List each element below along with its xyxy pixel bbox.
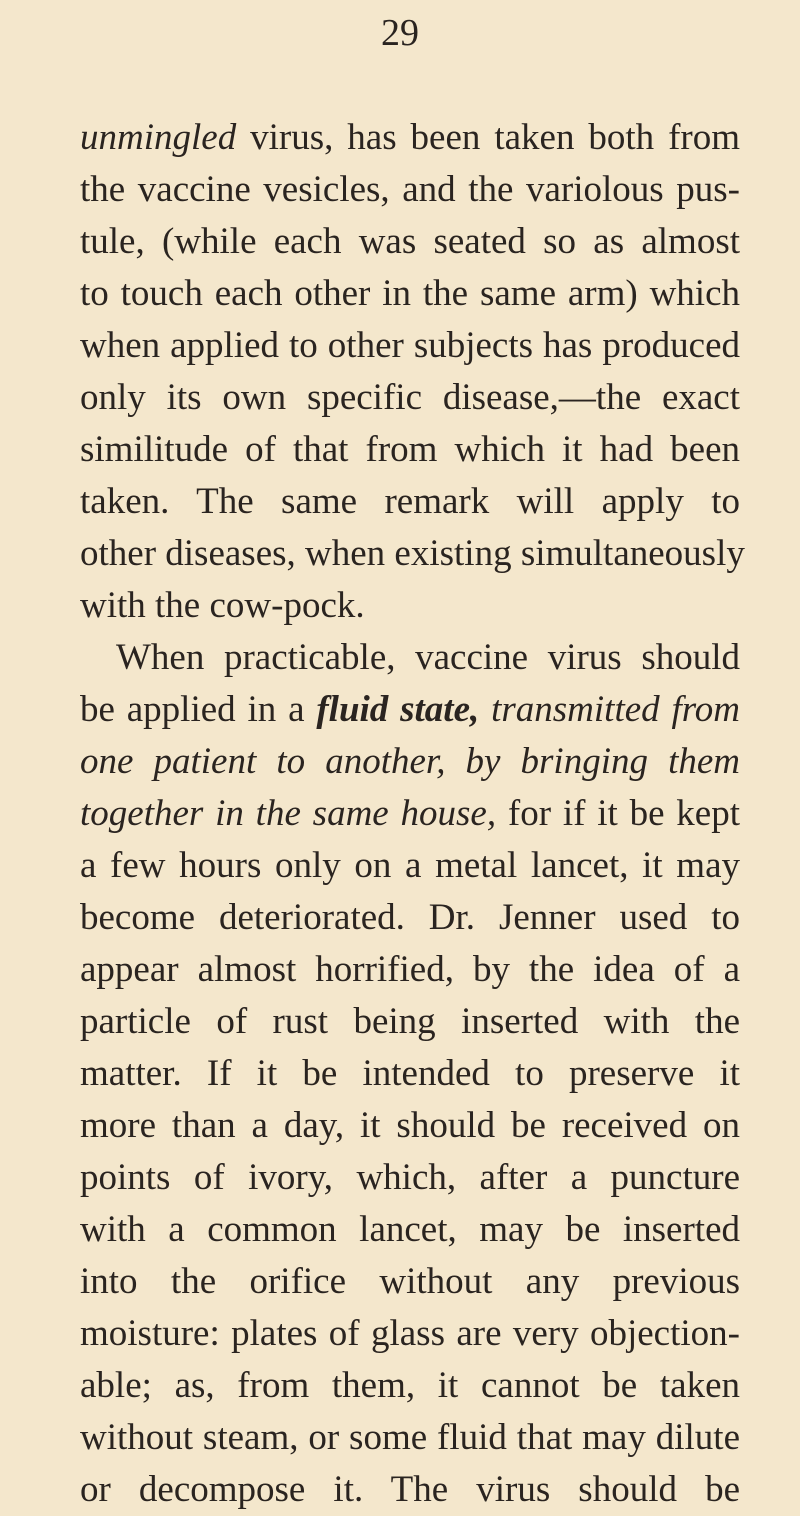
text-segment: taken. The same remark will apply to [80, 481, 740, 522]
text-segment: moisture: plates of glass are very objection- [80, 1313, 740, 1354]
text-line [80, 372, 740, 424]
text-segment: When practicable, vaccine virus should [116, 637, 740, 678]
text-line [80, 424, 740, 476]
text-segment [479, 689, 491, 730]
text-line [80, 164, 740, 216]
text-line [80, 1100, 740, 1152]
text-line [80, 1360, 740, 1412]
text-line [80, 684, 740, 736]
text-line [80, 216, 740, 268]
text-line [80, 268, 740, 320]
text-line [116, 632, 740, 684]
text-segment: when applied to other subjects has produced [80, 325, 740, 366]
text-segment: together in the same house, [80, 793, 497, 834]
text-line [80, 840, 740, 892]
page-number: 29 [381, 12, 419, 54]
text-segment: only its own specific disease,—the exact [80, 377, 740, 418]
text-line [80, 528, 745, 580]
text-segment: able; as, from them, it cannot be taken [80, 1365, 740, 1406]
text-segment: into the orifice without any previous [80, 1261, 740, 1302]
text-segment: a few hours only on a metal lancet, it may [80, 845, 740, 886]
text-segment: virus, has been taken both from [236, 117, 740, 158]
text-line [80, 892, 740, 944]
text-line [80, 112, 740, 164]
text-line [80, 1256, 740, 1308]
text-line [80, 1308, 740, 1360]
text-segment: tule, (while each was seated so as almost [80, 221, 740, 262]
text-segment: other diseases, when existing simultaneously [80, 533, 745, 574]
text-segment: be applied in a [80, 689, 317, 730]
text-line [80, 1152, 740, 1204]
text-segment: similitude of that from which it had been [80, 429, 740, 470]
text-line [80, 320, 740, 372]
text-segment: for if it be kept [496, 793, 740, 834]
text-segment: matter. If it be intended to preserve it [80, 1053, 740, 1094]
text-segment: more than a day, it should be received on [80, 1105, 740, 1146]
text-line [80, 1204, 740, 1256]
text-line [80, 1048, 740, 1100]
text-segment: become deteriorated. Dr. Jenner used to [80, 897, 740, 938]
text-segment: unmingled [80, 117, 237, 158]
text-segment: to touch each other in the same arm) which [80, 273, 740, 314]
text-segment: transmitted from [491, 689, 741, 730]
text-segment: with a common lancet, may be inserted [80, 1209, 740, 1250]
text-segment: points of ivory, which, after a puncture [80, 1157, 740, 1198]
text-segment: or decompose it. The virus should be [80, 1469, 740, 1510]
text-line [80, 580, 740, 632]
text-line [80, 1412, 740, 1464]
text-segment: with the cow-pock. [80, 585, 365, 626]
text-segment: one patient to another, by bringing them [80, 741, 740, 782]
text-segment: the vaccine vesicles, and the variolous pus- [80, 169, 740, 210]
text-segment: appear almost horrified, by the idea of a [80, 949, 740, 990]
text-line [80, 996, 740, 1048]
text-line [80, 1464, 740, 1516]
text-line [80, 944, 740, 996]
text-line [80, 788, 740, 840]
text-line [80, 476, 740, 528]
text-segment: fluid state, [316, 689, 480, 730]
text-segment: without steam, or some fluid that may dilute [80, 1417, 740, 1458]
text-line [80, 736, 740, 788]
text-segment: particle of rust being inserted with the [80, 1001, 740, 1042]
